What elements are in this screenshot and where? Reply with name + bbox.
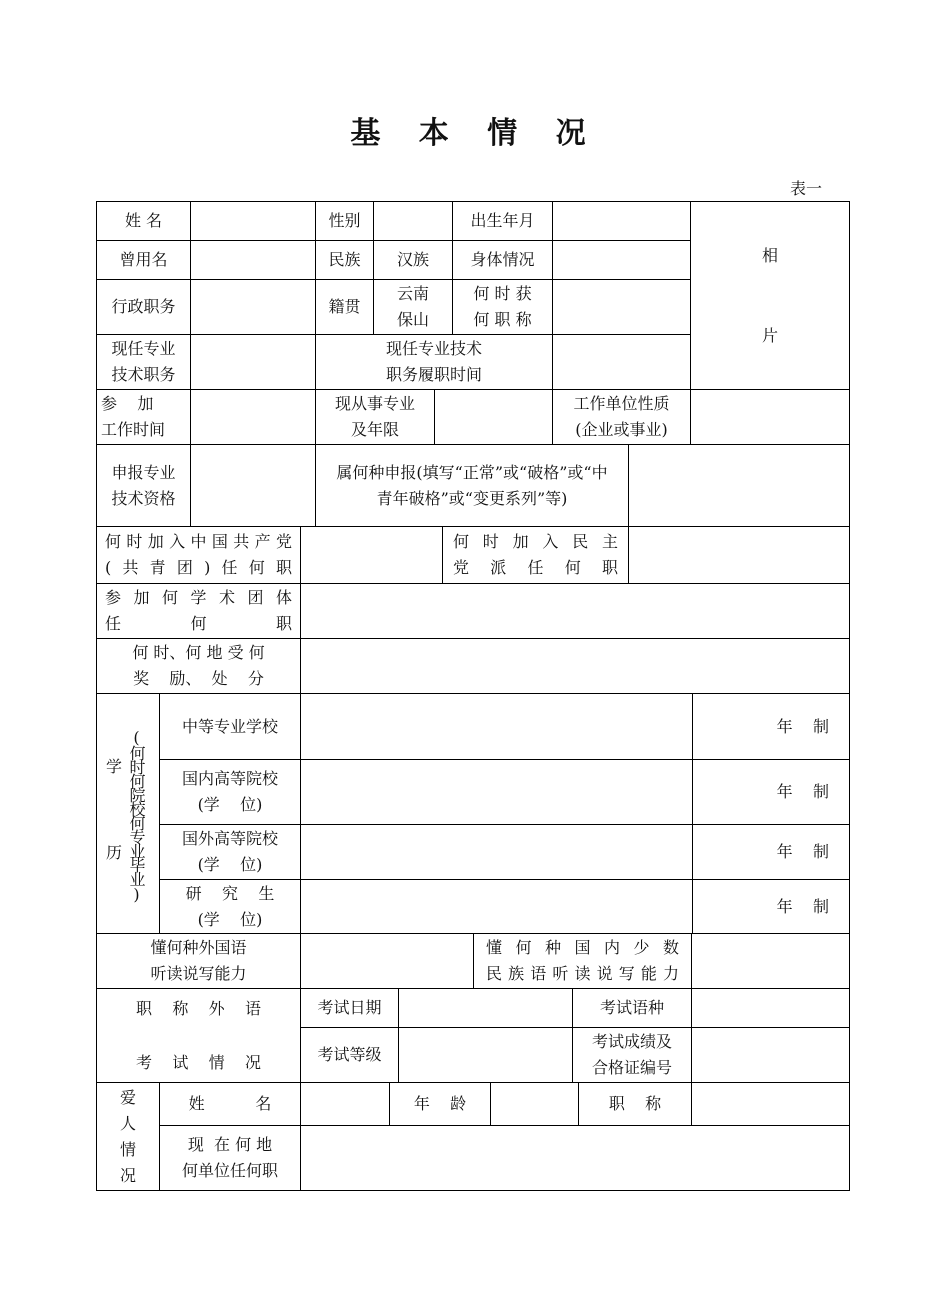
label-exam-date: 考试日期 [300,988,399,1028]
label-former-name: 曾用名 [96,240,191,280]
awards-line2: 奖 励、 处 分 [133,669,264,688]
minority-language-line2: 民族语听读说写能力 [486,964,679,983]
democratic-line1: 何 时 加 入 民 主 [453,532,618,551]
field-native-place[interactable] [373,279,453,335]
edu-side-char1: 学 [106,757,123,776]
label-birth: 出生年月 [452,201,553,241]
field-party[interactable] [300,526,443,584]
field-health[interactable] [552,240,691,280]
photo-label-bottom: 片 [761,325,778,345]
field-spouse-name[interactable] [300,1082,390,1126]
native-value-line1: 云南 [396,284,429,303]
major-years-line1: 现从事专业 [334,394,415,413]
field-spouse-age[interactable] [490,1082,579,1126]
work-start-line2: 工作时间 [101,420,166,439]
field-admin-post[interactable] [190,279,316,335]
label-health: 身体情况 [452,240,553,280]
label-exam-score [572,1027,692,1083]
label-name: 姓 名 [96,201,191,241]
field-academic-group[interactable] [300,583,850,639]
label-current-tech-time [315,334,553,390]
exam-score-line2: 合格证编号 [591,1058,672,1077]
label-apply-type: 属何种申报(填写“正常”或“破格”或“中青年破格”或“变更系列”等) [315,444,629,527]
field-edu-domestic[interactable] [300,759,693,825]
current-tech-post-line2: 技术职务 [111,365,176,384]
field-foreign-language[interactable] [300,933,474,989]
label-work-start [96,389,191,445]
label-edu-domestic [159,759,301,825]
field-spouse-work[interactable] [300,1125,850,1191]
party-line1: 何时加入中国共产党 [105,532,292,551]
unit-nature-line1: 工作单位性质 [573,394,670,413]
current-tech-post-line1: 现任专业 [111,339,176,358]
field-unit-nature[interactable] [690,389,850,445]
label-gender: 性别 [315,201,374,241]
field-gender[interactable] [373,201,453,241]
label-party [96,526,301,584]
field-spouse-title[interactable] [691,1082,850,1126]
unit-nature-line2: (企业或事业) [575,420,668,439]
field-major-years[interactable] [434,389,553,445]
foreign-language-line1: 懂何种外国语 [150,938,247,957]
label-exam-level: 考试等级 [300,1027,399,1083]
field-birth[interactable] [552,201,691,241]
label-major-years [315,389,435,445]
photo-box [690,201,850,390]
field-current-tech-time[interactable] [552,334,691,390]
field-exam-level[interactable] [398,1027,573,1083]
years-domestic: 年 制 [692,759,850,825]
label-edu-graduate [159,879,301,934]
exam-score-line1: 考试成绩及 [591,1032,672,1051]
field-exam-language[interactable] [691,988,850,1028]
edu-domestic-line2: (学 位) [197,795,263,814]
label-minority-language [473,933,692,989]
native-value-line2: 保山 [396,310,429,329]
photo-label-top: 相 [761,245,778,265]
field-edu-foreign[interactable] [300,824,693,880]
party-line2: (共青团)任何职 [105,558,292,577]
field-apply-qualification[interactable] [190,444,316,527]
apply-qualification-line2: 技术资格 [111,488,176,508]
label-edu-secondary: 中等专业学校 [159,693,301,760]
field-name[interactable] [190,201,316,241]
awards-line1: 何 时、何 地 受 何 [132,643,265,662]
label-spouse-title: 职 称 [578,1082,692,1126]
apply-qualification-line1: 申报专业 [111,462,176,482]
major-years-line2: 及年限 [350,420,399,439]
label-spouse-work [159,1125,301,1191]
field-former-name[interactable] [190,240,316,280]
field-edu-secondary[interactable] [300,693,693,760]
label-native-place: 籍贯 [315,279,374,335]
exam-line2: 考 试 情 况 [135,1052,262,1072]
academic-line1: 参加何学术团体 [105,588,292,607]
edu-foreign-line2: (学 位) [197,855,263,874]
label-spouse [96,1082,160,1191]
label-admin-post: 行政职务 [96,279,191,335]
field-title-when[interactable] [552,279,691,335]
label-democratic-party [442,526,629,584]
title-when-line1: 何 时 获 [473,284,532,303]
label-exam [96,988,301,1083]
label-apply-qualification [96,444,191,527]
edu-graduate-line2: (学 位) [197,909,263,929]
field-ethnicity[interactable]: 汉族 [373,240,453,280]
field-awards[interactable] [300,638,850,694]
label-academic-group [96,583,301,639]
spouse-char4: 况 [119,1165,136,1185]
field-democratic-party[interactable] [628,526,850,584]
spouse-work-line2: 何单位任何职 [181,1161,278,1180]
label-edu-foreign [159,824,301,880]
field-work-start[interactable] [190,389,316,445]
current-tech-time-line1: 现任专业技术 [385,339,482,358]
label-title-when [452,279,553,335]
current-tech-time-line2: 职务履职时间 [385,365,482,384]
minority-language-line1: 懂 何 种 国 内 少 数 [486,938,679,957]
field-exam-score[interactable] [691,1027,850,1083]
work-start-line1: 参 加 [101,394,154,413]
label-ethnicity: 民族 [315,240,374,280]
edu-vertical-note: (何时何院校何专业毕业) [127,728,146,902]
years-secondary: 年 制 [692,693,850,760]
edu-domestic-line1: 国内高等院校 [181,769,278,788]
label-unit-nature [552,389,691,445]
education-side-label [96,693,160,934]
foreign-language-line2: 听读说写能力 [150,964,247,983]
years-foreign: 年 制 [692,824,850,880]
edu-foreign-line1: 国外高等院校 [181,829,278,848]
label-exam-language: 考试语种 [572,988,692,1028]
years-graduate: 年 制 [692,879,850,934]
title-when-line2: 何 职 称 [473,310,532,329]
field-minority-language[interactable] [691,933,850,989]
field-edu-graduate[interactable] [300,879,693,934]
page-title: 基 本 情 况 [350,116,600,151]
democratic-line2: 党 派 任 何 职 [453,558,618,577]
label-awards [96,638,301,694]
spouse-char3: 情 [119,1139,136,1159]
spouse-char2: 人 [119,1113,136,1133]
edu-side-char2: 历 [106,843,123,862]
exam-line1: 职 称 外 语 [135,998,262,1018]
field-exam-date[interactable] [398,988,573,1028]
edu-graduate-line1: 研 究 生 [185,883,275,903]
table-number: 表一 [790,179,823,198]
academic-line2: 任 何 职 [105,614,292,633]
field-apply-type[interactable] [628,444,850,527]
spouse-char1: 爱 [119,1087,136,1107]
label-current-tech-post [96,334,191,390]
label-spouse-age: 年 龄 [389,1082,491,1126]
spouse-work-line1: 现 在 何 地 [187,1135,273,1154]
label-spouse-name: 姓 名 [159,1082,301,1126]
label-foreign-language [96,933,301,989]
field-current-tech-post[interactable] [190,334,316,390]
